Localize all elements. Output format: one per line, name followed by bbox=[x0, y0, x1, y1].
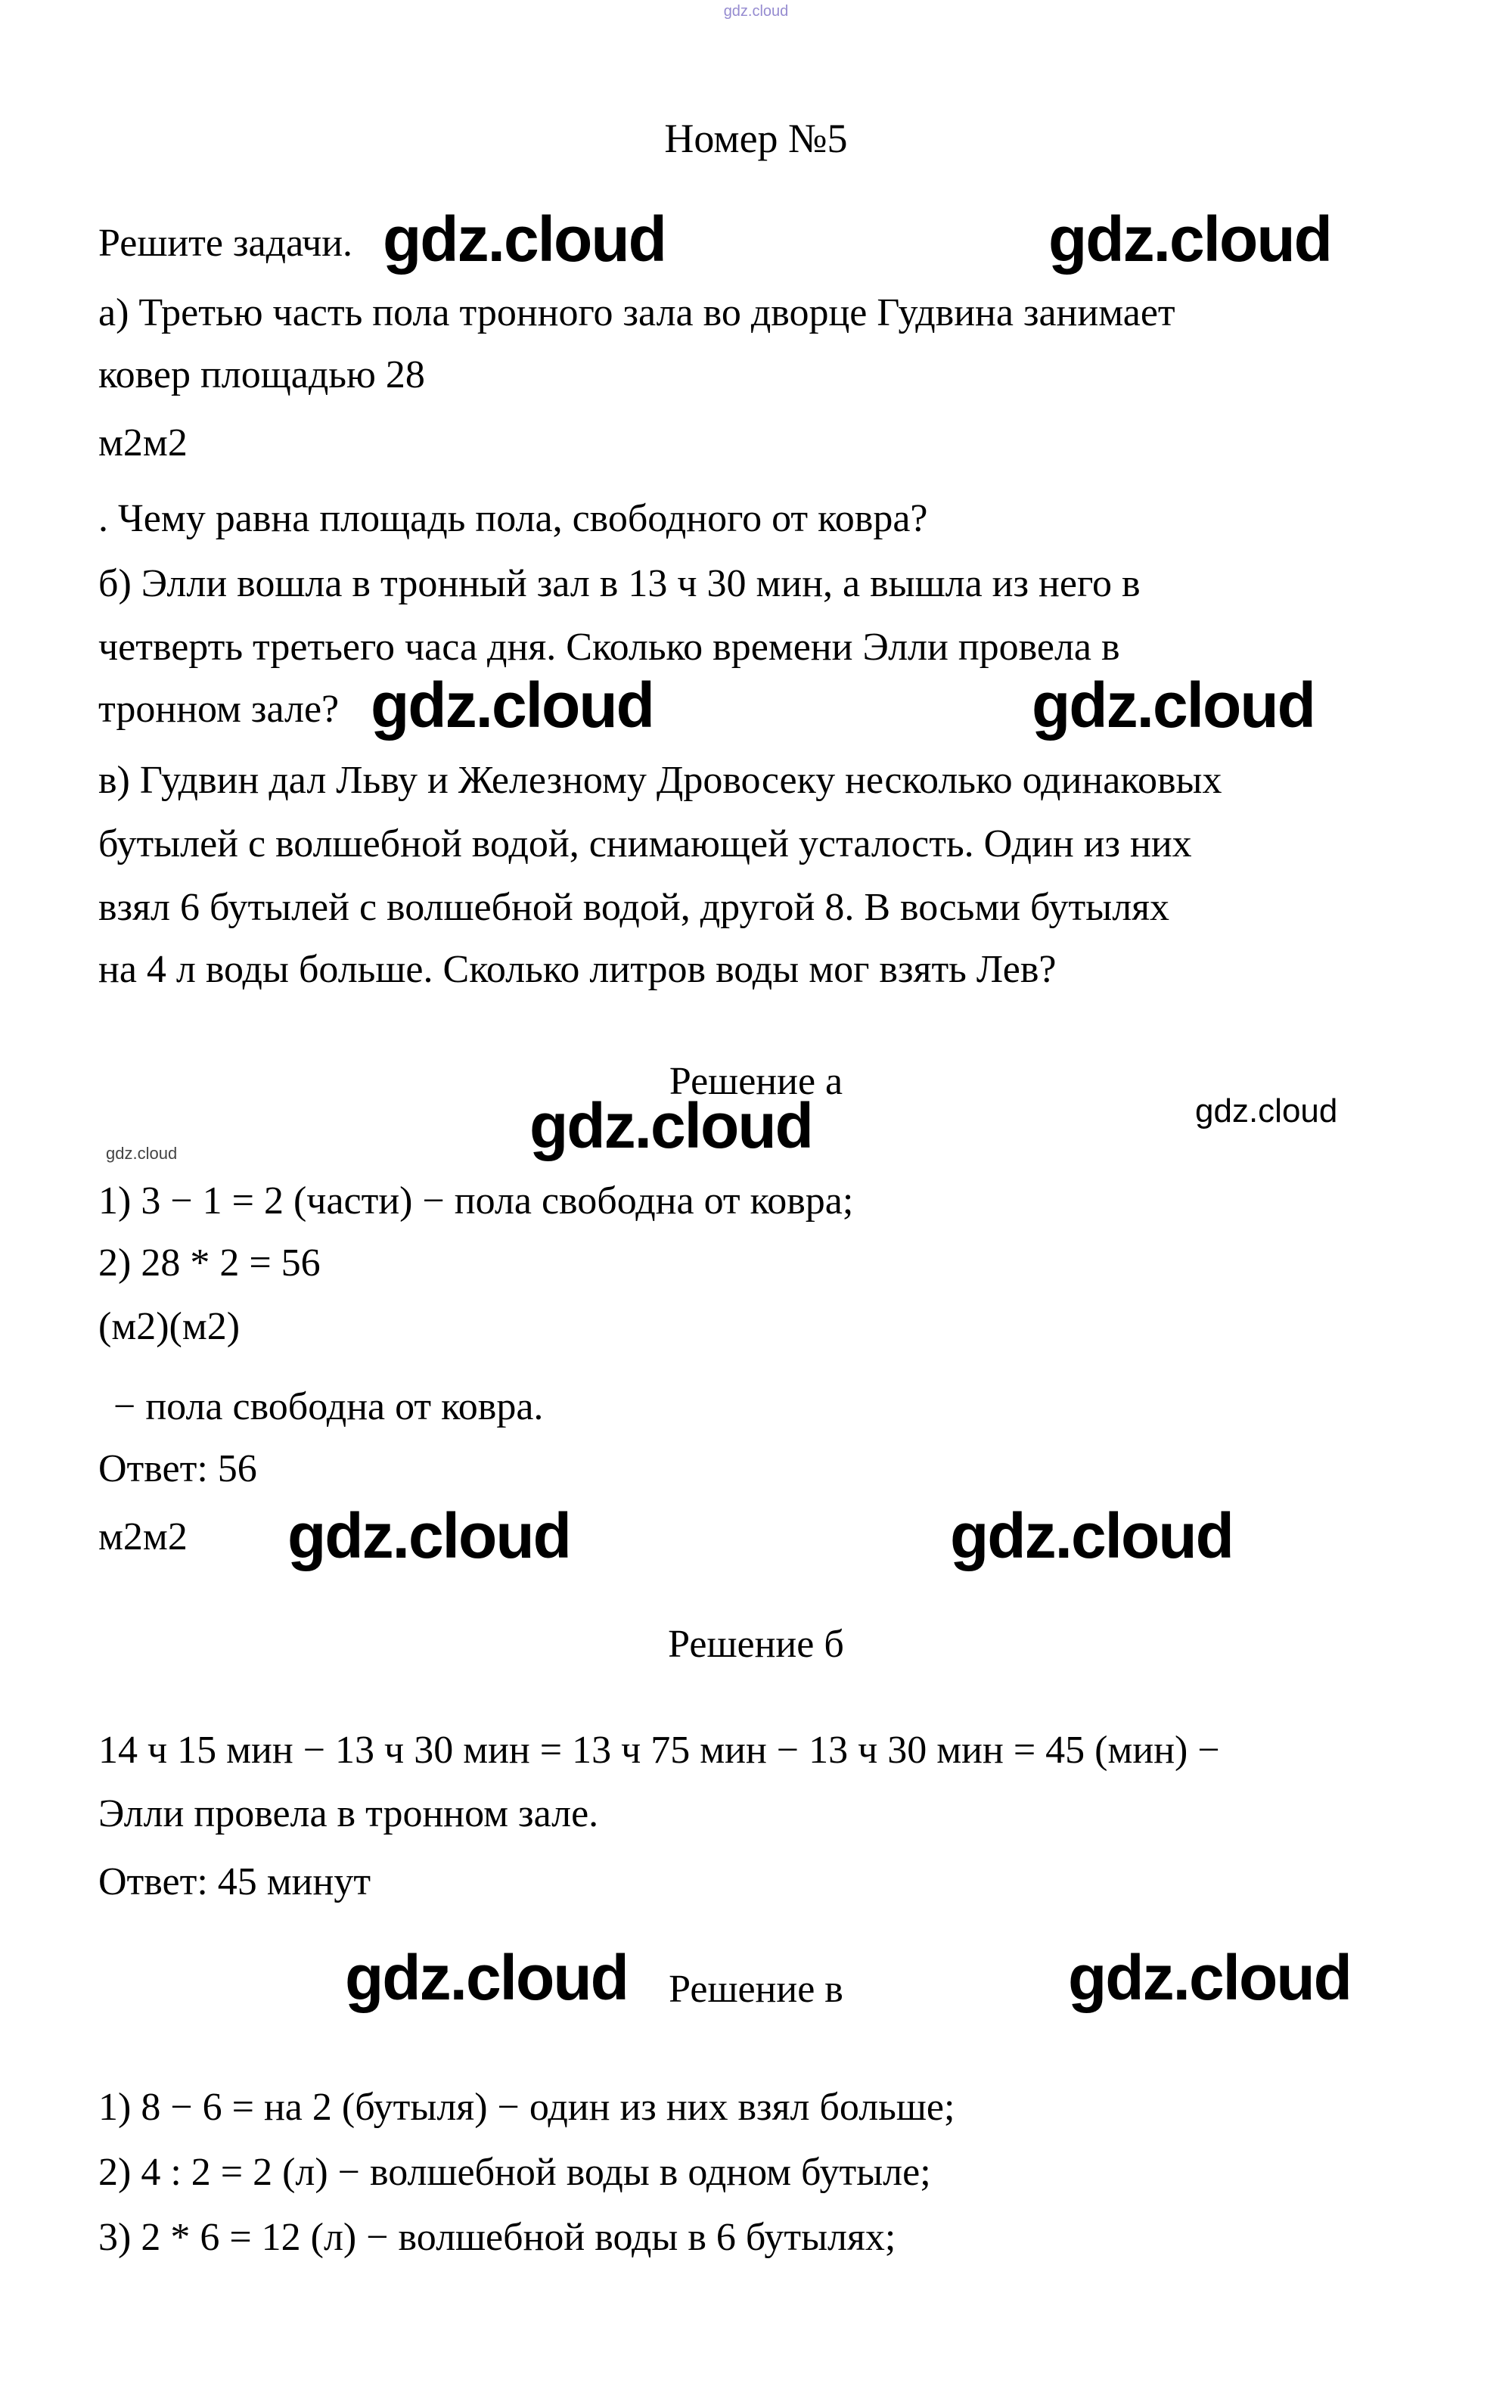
solution-a-answer: Ответ: 56 bbox=[98, 1447, 257, 1490]
solution-b-line: 14 ч 15 мин − 13 ч 30 мин = 13 ч 75 мин − 13 ч 30 мин = 45 (мин) − bbox=[98, 1729, 1220, 1772]
problem-b-line: четверть третьего часа дня. Сколько времени Элли провела в bbox=[98, 626, 1120, 669]
problem-intro: Решите задачи. bbox=[98, 222, 353, 265]
solution-b-answer: Ответ: 45 минут bbox=[98, 1860, 371, 1903]
solution-a-line: (м2)(м2) bbox=[98, 1305, 241, 1348]
problem-v-line: взял 6 бутылей с волшебной водой, другой 8. В восьми бутылях bbox=[98, 886, 1170, 929]
solution-b-heading: Решение б bbox=[668, 1623, 844, 1666]
solution-v-heading: Решение в bbox=[669, 1968, 843, 2011]
watermark: gdz.cloud bbox=[950, 1500, 1233, 1571]
watermark: gdz.cloud bbox=[383, 204, 666, 275]
solution-a-heading: Решение а bbox=[669, 1060, 843, 1103]
watermark: gdz.cloud bbox=[345, 1942, 628, 2013]
watermark-top: gdz.cloud bbox=[723, 3, 789, 20]
solution-b-line: Элли провела в тронном зале. bbox=[98, 1792, 599, 1835]
problem-a-line: м2м2 bbox=[98, 421, 188, 465]
page-title: Номер №5 bbox=[664, 116, 848, 161]
problem-v-line: бутылей с волшебной водой, снимающей усталость. Один из них bbox=[98, 822, 1192, 865]
solution-v-line: 3) 2 * 6 = 12 (л) − волшебной воды в 6 бутылях; bbox=[98, 2216, 896, 2259]
watermark: gdz.cloud bbox=[529, 1090, 812, 1161]
problem-b-line: тронном зале? bbox=[98, 688, 340, 731]
solution-a-line: 2) 28 * 2 = 56 bbox=[98, 1241, 321, 1285]
solution-a-line: 1) 3 − 1 = 2 (части) − пола свободна от ковра; bbox=[98, 1179, 854, 1223]
watermark: gdz.cloud bbox=[106, 1144, 178, 1163]
problem-a-line: ковер площадью 28 bbox=[98, 353, 425, 396]
problem-a-line: а) Третью часть пола тронного зала во дворце Гудвина занимает bbox=[98, 291, 1175, 334]
problem-b-line: б) Элли вошла в тронный зал в 13 ч 30 мин, а вышла из него в bbox=[98, 562, 1141, 605]
solution-v-line: 2) 4 : 2 = 2 (л) − волшебной воды в одном бутыле; bbox=[98, 2151, 931, 2194]
watermark: gdz.cloud bbox=[1032, 670, 1315, 741]
problem-v-line: на 4 л воды больше. Сколько литров воды мог взять Лев? bbox=[98, 948, 1057, 991]
watermark: gdz.cloud bbox=[1048, 204, 1331, 275]
watermark: gdz.cloud bbox=[1195, 1092, 1338, 1129]
watermark: gdz.cloud bbox=[371, 670, 654, 741]
solution-a-line: м2м2 bbox=[98, 1515, 188, 1558]
watermark: gdz.cloud bbox=[287, 1500, 570, 1571]
solution-v-line: 1) 8 − 6 = на 2 (бутыля) − один из них взял больше; bbox=[98, 2086, 955, 2129]
problem-a-line: . Чему равна площадь пола, свободного от ковра? bbox=[98, 497, 928, 540]
problem-v-line: в) Гудвин дал Льву и Железному Дровосеку несколько одинаковых bbox=[98, 759, 1222, 802]
solution-a-line: − пола свободна от ковра. bbox=[113, 1385, 544, 1428]
watermark: gdz.cloud bbox=[1068, 1942, 1351, 2013]
